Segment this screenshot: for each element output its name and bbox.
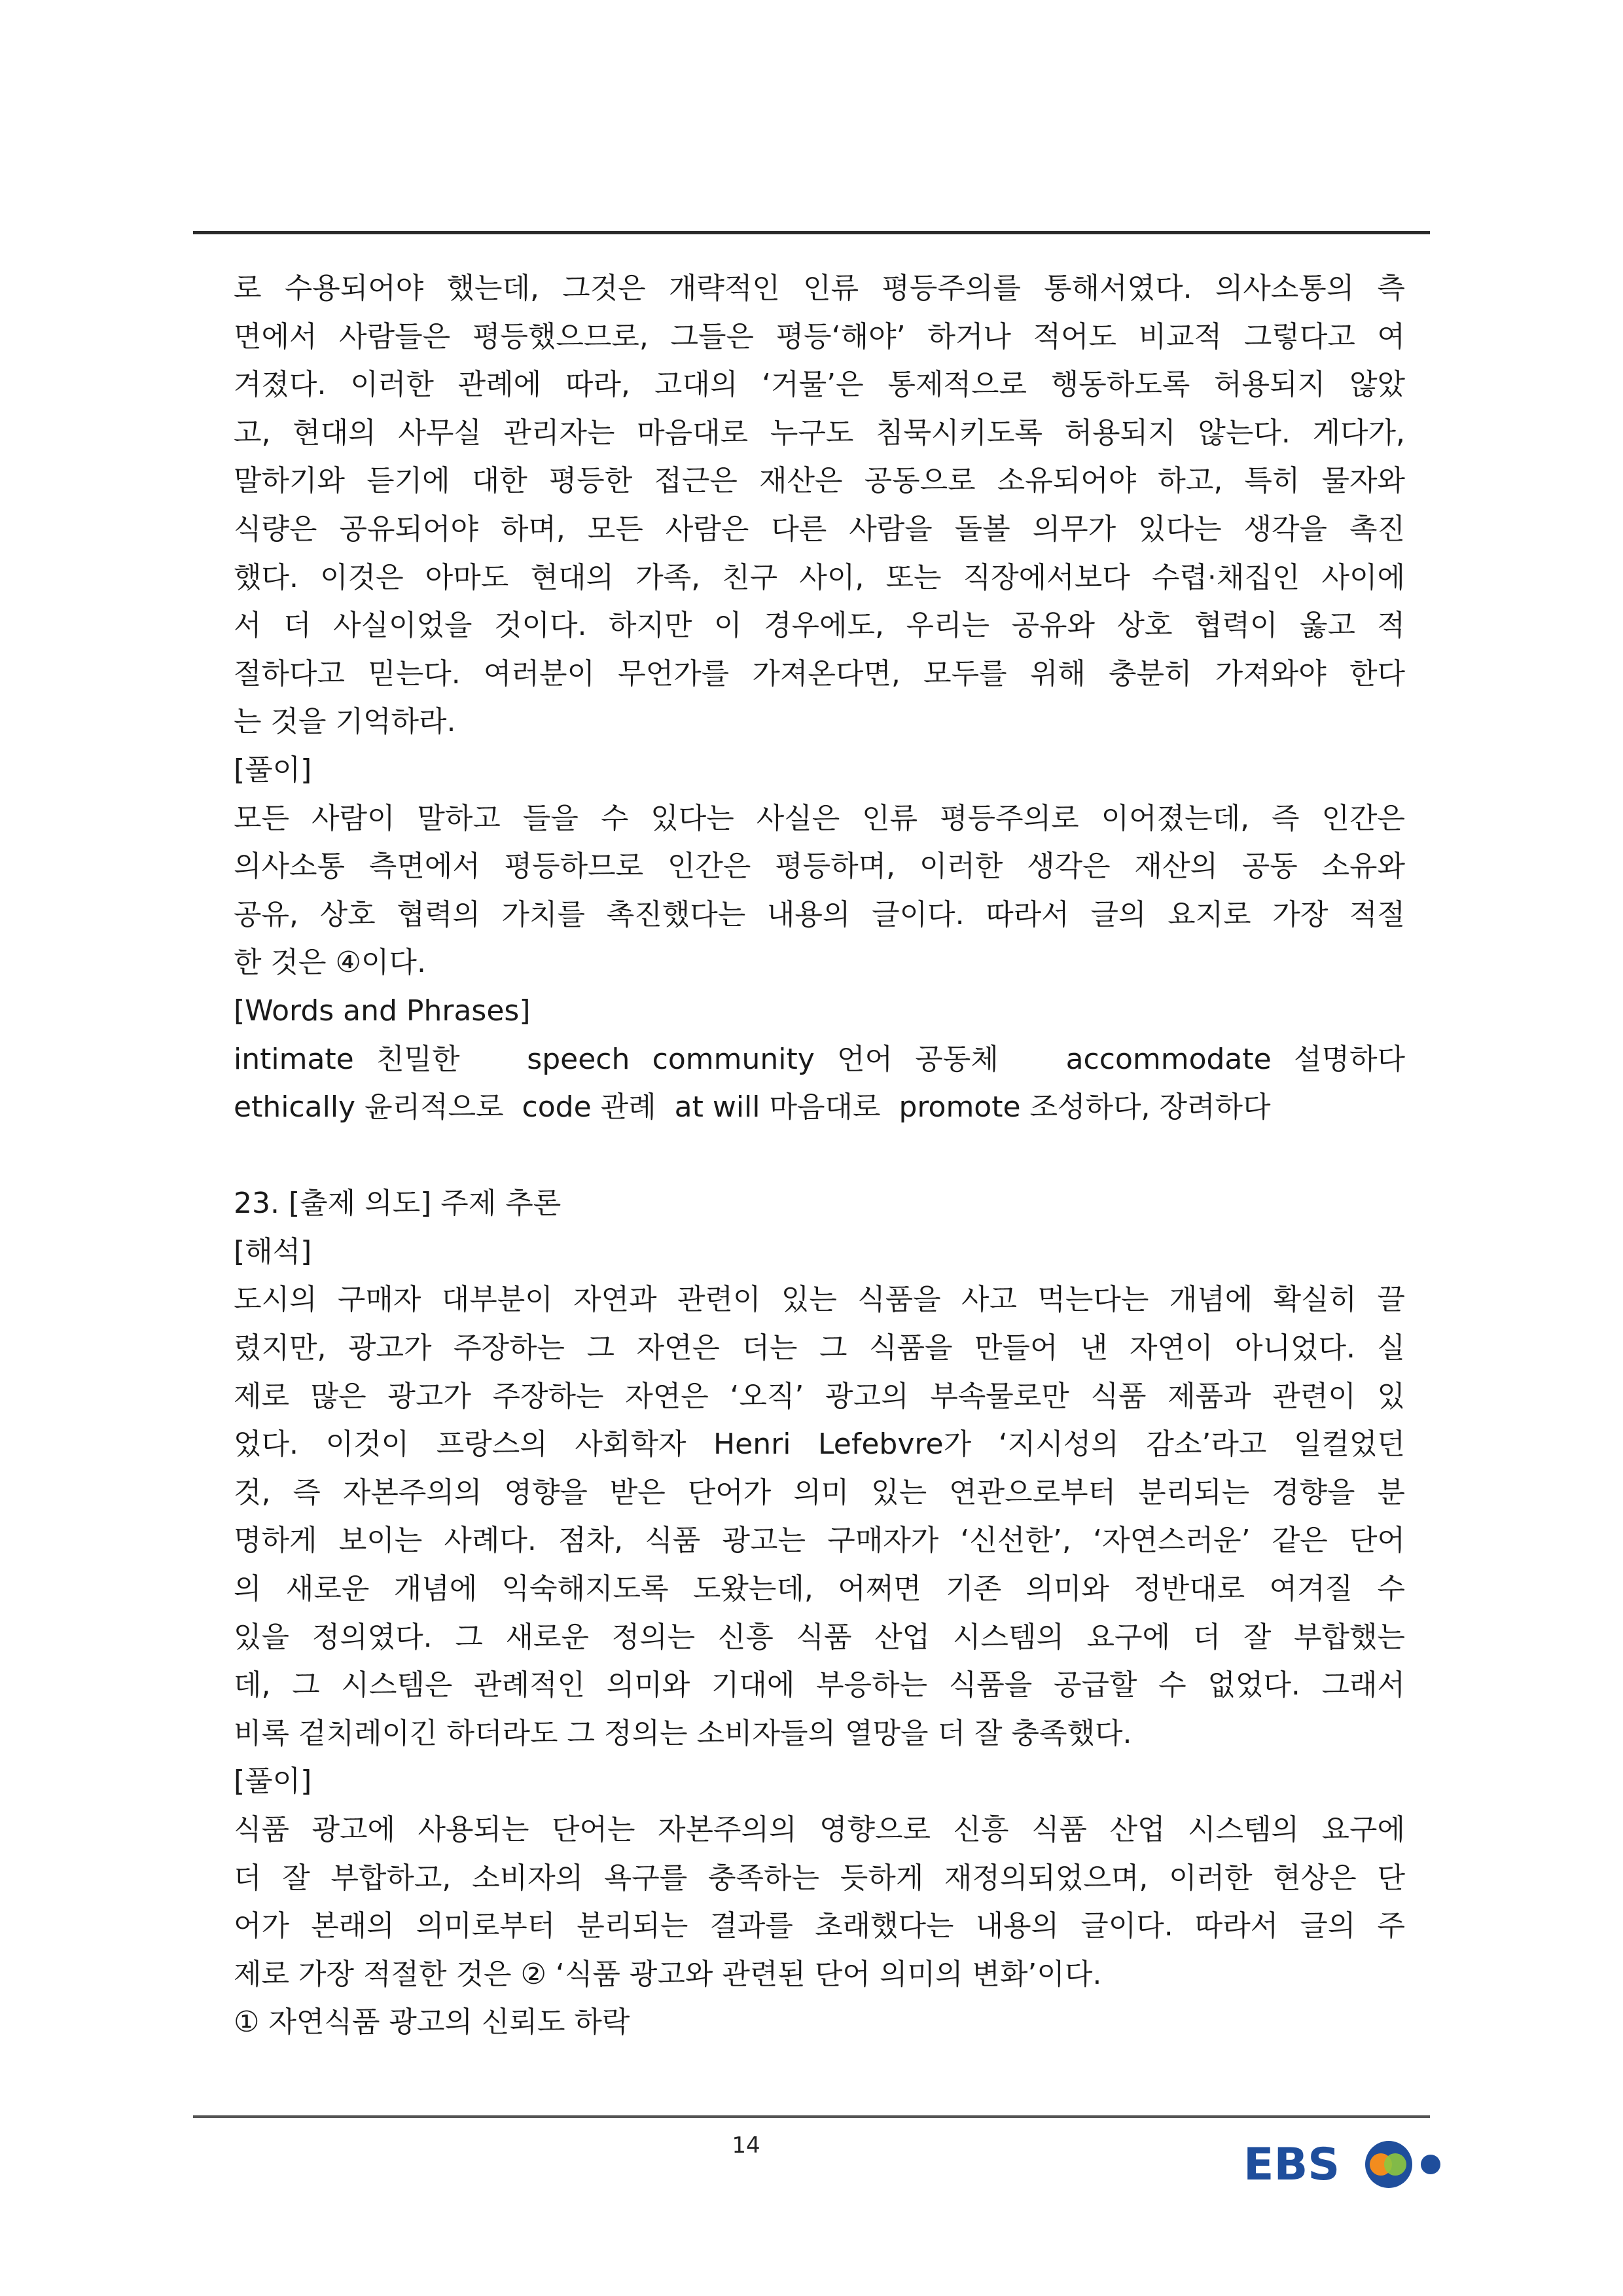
- text-line: 더 잘 부합하고, 소비자의 욕구를 충족하는 듯하게 재정의되었으며, 이러한 현상은 단: [234, 1861, 1405, 1895]
- text-line: 명하게 보이는 사례다. 점차, 식품 광고는 구매자가 ‘신선한’, ‘자연스러운’ 같은 단어: [234, 1524, 1405, 1558]
- text-line: ① 자연식품 광고의 신뢰도 하락: [234, 2005, 630, 2039]
- text-line: 공유, 상호 협력의 가치를 촉진했다는 내용의 글이다. 따라서 글의 요지로 가장 적절: [234, 897, 1405, 931]
- text-line: ethically 윤리적으로 code 관례 at will 마음대로 promote 조성하다, 장려하다: [234, 1090, 1271, 1124]
- text-line: 어가 본래의 의미로부터 분리되는 결과를 초래했다는 내용의 글이다. 따라서 글의 주: [234, 1909, 1405, 1943]
- header-rule: [193, 231, 1430, 234]
- text-line: 면에서 사람들은 평등했으므로, 그들은 평등‘해야’ 하거나 적어도 비교적 그렇다고 여: [234, 319, 1405, 353]
- text-line: 로 수용되어야 했는데, 그것은 개략적인 인류 평등주의를 통해서였다. 의사소통의 측: [234, 272, 1405, 305]
- text-line: 는 것을 기억하라.: [234, 705, 456, 739]
- text-line: 의사소통 측면에서 평등하므로 인간은 평등하며, 이러한 생각은 재산의 공동 소유와: [234, 850, 1405, 884]
- text-line: 서 더 사실이었을 것이다. 하지만 이 경우에도, 우리는 공유와 상호 협력이 옳고 적: [234, 609, 1405, 643]
- text-line: 것, 즉 자본주의의 영향을 받은 단어가 의미 있는 연관으로부터 분리되는 경향을 분: [234, 1475, 1405, 1509]
- text-line: [해석]: [234, 1234, 312, 1268]
- blank-line: [234, 1132, 1405, 1180]
- text-line: 렸지만, 광고가 주장하는 그 자연은 더는 그 식품을 만들어 낸 자연이 아니었다. 실: [234, 1331, 1405, 1365]
- text-line: 비록 겉치레이긴 하더라도 그 정의는 소비자들의 열망을 더 잘 충족했다.: [234, 1716, 1132, 1750]
- text-line: 모든 사람이 말하고 들을 수 있다는 사실은 인류 평등주의로 이어졌는데, 즉 인간은: [234, 801, 1405, 835]
- page-number: 14: [732, 2132, 760, 2159]
- text-line: 있을 정의였다. 그 새로운 정의는 신흥 식품 산업 시스템의 요구에 더 잘 부합했는: [234, 1620, 1405, 1654]
- ebs-logo-circles-icon: [1365, 2141, 1440, 2188]
- text-line: intimate 친밀한 speech community 언어 공동체 accommodate 설명하다: [234, 1042, 1405, 1076]
- text-line: 었다. 이것이 프랑스의 사회학자 Henri Lefebvre가 ‘지시성의 감소’라고 일컬었던: [234, 1427, 1405, 1462]
- page-body: [234, 264, 1405, 2047]
- text-line: 제로 많은 광고가 주장하는 자연은 ‘오직’ 광고의 부속물로만 식품 제품과 관련이 있: [234, 1379, 1405, 1413]
- text-line: 데, 그 시스템은 관례적인 의미와 기대에 부응하는 식품을 공급할 수 없었다. 그래서: [234, 1668, 1405, 1702]
- text-line: 도시의 구매자 대부분이 자연과 관련이 있는 식품을 사고 먹는다는 개념에 확실히 끌: [234, 1283, 1405, 1317]
- ebs-logo-text: EBS: [1243, 2139, 1340, 2191]
- text-line: 제로 가장 적절한 것은 ② ‘식품 광고와 관련된 단어 의미의 변화’이다.: [234, 1957, 1102, 1991]
- text-line: 했다. 이것은 아마도 현대의 가족, 친구 사이, 또는 직장에서보다 수렵·채집인 사이에: [234, 560, 1405, 594]
- text-line: 고, 현대의 사무실 관리자는 마음대로 누구도 침묵시키도록 허용되지 않는다. 게다가,: [234, 416, 1405, 450]
- text-line: 겨졌다. 이러한 관례에 따라, 고대의 ‘거물’은 통제적으로 행동하도록 허용되지 않았: [234, 368, 1405, 402]
- text-line: [Words and Phrases]: [234, 994, 531, 1028]
- text-line: 식량은 공유되어야 하며, 모든 사람은 다른 사람을 돌볼 의무가 있다는 생각을 촉진: [234, 512, 1405, 546]
- text-line: 23. [출제 의도] 주제 추론: [234, 1187, 562, 1221]
- text-line: 절하다고 믿는다. 여러분이 무언가를 가져온다면, 모두를 위해 충분히 가져와야 한다: [234, 656, 1405, 691]
- text-line: 식품 광고에 사용되는 단어는 자본주의의 영향으로 신흥 식품 산업 시스템의 요구에: [234, 1813, 1405, 1846]
- ebs-logo: [1243, 2135, 1459, 2194]
- text-line: [풀이]: [234, 1765, 312, 1799]
- text-line: [풀이]: [234, 753, 312, 787]
- text-line: 말하기와 듣기에 대한 평등한 접근은 재산은 공동으로 소유되어야 하고, 특히 물자와: [234, 464, 1405, 498]
- text-line: 의 새로운 개념에 익숙해지도록 도왔는데, 어쩌면 기존 의미와 정반대로 여겨질 수: [234, 1572, 1405, 1606]
- text-line: 한 것은 ④이다.: [234, 946, 426, 980]
- footer-rule: [193, 2115, 1430, 2118]
